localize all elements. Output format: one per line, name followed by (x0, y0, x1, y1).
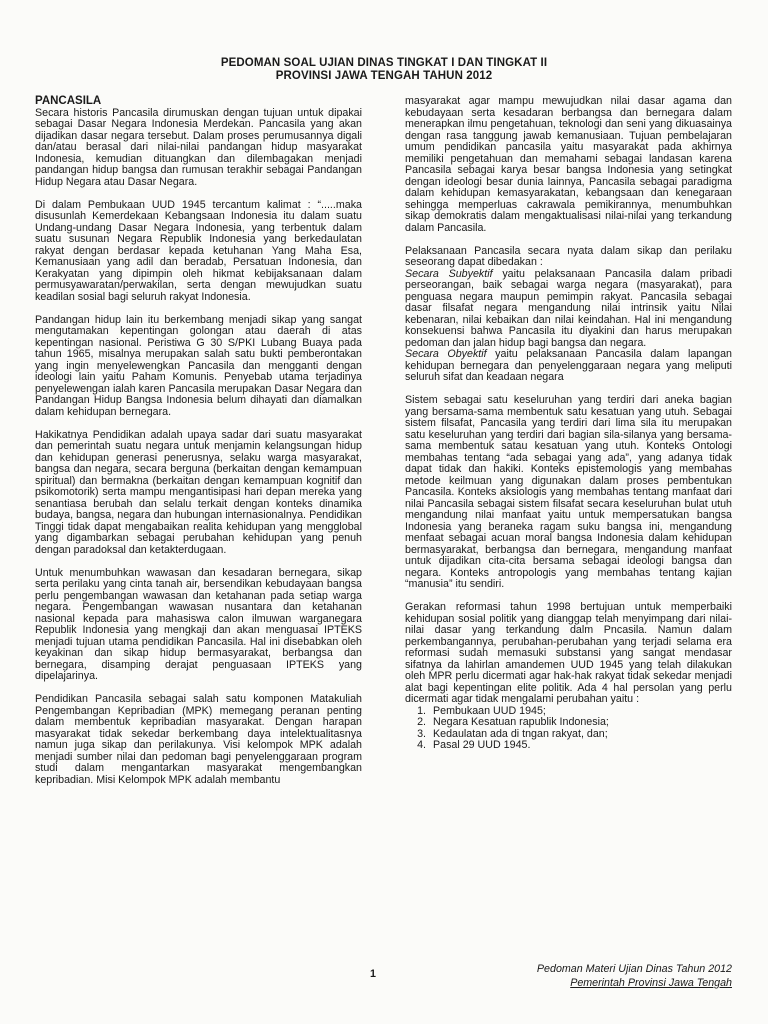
footer (537, 962, 732, 990)
left-paragraph-6: Pendidikan Pancasila sebagai salah satu komponen Matakuliah Pengembangan Kepribadian (MPK) memegang peranan penting dalam membentuk kepribadian masyarakat. Dengan harapan masyarakat tidak sekedar berkembang daya intelektualitasnya namun juga sikap dan perilakunya. Visi kelompok MPK adalah menjadi sumber nilai dan pedoman bagi penyelenggaraan program studi dalam mengantarkan masyarakat mengembangkan kepribadian. Misi Kelompok MPK adalah membantu (35, 693, 362, 786)
left-paragraph-4: Hakikatnya Pendidikan adalah upaya sadar dari suatu masyarakat dan pemerintah suatu negara untuk menjamin kelangsungan hidup dan kehidupan generasi penerusnya, selaku warga masyarakat, bangsa dan negara, secara berguna (berkaitan dengan kemampuan spiritual) dan bermakna (berkaitan dengan kemampuan kognitif dan psikomotorik) serta mampu mengantisipasi hari depan mereka yang senantiasa berubah dan selalu terkait dengan konteks dinamika budaya, bangsa, negara dan hubungan internasionalnya. Pendidikan Tinggi tidak dapat mengabaikan realita kehidupan yang mengglobal yang digambarkan sebagai perubahan kehidupan yang penuh dengan paradoksal dan ketakterdugaan. (35, 428, 362, 556)
left-column (35, 96, 362, 798)
persoalan-list (405, 706, 732, 752)
obyektif-term: Secara Obyektif (405, 348, 487, 360)
subyektif-text: yaitu pelaksanaan Pancasila dalam pribadi perseorangan, baik sebagai warga negara (masyarakat), para penguasa negara maupun pemimpin rakyat. Pancasila sebagai dasar filsafat negara mengandung nilai intrinsik yaitu Nilai kebenaran, nilai kebaikan dan nilai keindahan. Hal ini mengandung konsekuensi bahwa Pancasila itu diyakini dan harus merupakan pedoman dan jalan hidup bagi bangsa dan negara. (405, 267, 732, 349)
footer-line-1: Pedoman Materi Ujian Dinas Tahun 2012 (536, 963, 732, 975)
page-number: 1 (370, 968, 376, 980)
section-heading: PANCASILA (35, 95, 102, 107)
list-item: 1. Pembukaan UUD 1945; (429, 706, 732, 718)
list-item: 4. Pasal 29 UUD 1945. (429, 740, 732, 752)
list-item: 2. Negara Kesatuan rapublik Indonesia; (429, 717, 732, 729)
right-paragraph-4: Gerakan reformasi tahun 1998 bertujuan untuk memperbaiki kehidupan sosial politik yang dianggap telah menyimpang dari nilai-nilai dasar yang terkandung dalm Pncasila. Namun dalam perkembangannya, perubahan-perubahan yang terjadi selama era reformasi sudah memasuki substansi yang sangat mendasar sifatnya da lahirlan amandemen UUD 1945 yang telah dilakukan oleh MPR perlu dicermati agar hak-hak rakyat tidak sekedar menjadi alat bagi kepentingan elite politik. Ada 4 hal persolan yang perlu dicermati agar tidak mengalami perubahan yaitu : (405, 601, 732, 705)
footer-line-2: Pemerintah Provinsi Jawa Tengah (570, 977, 732, 989)
right-paragraph-1: masyarakat agar mampu mewujudkan nilai dasar agama dan kebudayaan serta kesadaran berbangsa dan bernegara dalam menerapkan ilmu pengetahuan, teknologi dan seni yang dikuasainya dengan rasa tanggung jawab kemanusiaan. Tujuan pembelajaran umum pendidikan pancasila yaitu masyarakat pada akhirnya memiliki pengetahuan dan memahami sebagai landasan karena Pancasila sebagai karya besar bangsa Indonesia yang setingkat dengan ideologi besar dunia lainnya, Pancasila sebagai paradigma dalam kehidupan kemasyarakatan, kebangsaan dan kenegaraan sehingga memperluas cakrawala pemikirannya, menumbuhkan sikap demokratis dalam mengaktualisasi nilai-nilai yang terkandung dalam Pancasila. (405, 95, 732, 234)
left-paragraph-2: Di dalam Pembukaan UUD 1945 tercantum kalimat : “.....maka disusunlah Kemerdekaan Kebangsaan Indonesia itu dalam suatu Undang-undang Dasar Negara Indonesia, yang terbentuk dalam suatu susunan Negara Republik Indonesia yang berkedaulatan rakyat dengan berdasar kepada ketuhanan Yang Maha Esa, Kemanusiaan yang adil dan beradab, Persatuan Indonesia, dan Kerakyatan yang dipimpin oleh hikmat kebijaksanaan dalam permusyawaratan/perwakilan, serta dengan mewujudkan suatu keadilan sosial bagi seluruh rakyat Indonesia. (35, 198, 362, 303)
left-paragraph-3: Pandangan hidup lain itu berkembang menjadi sikap yang sangat mengutamakan kepentingan golongan atau daerah di atas kepentingan nasional. Peristiwa G 30 S/PKI Lubang Buaya pada tahun 1965, misalnya merupakan salah satu bukti pemberontakan yang ingin menyelewengkan Pancasila dan mengganti dengan ideologi lain yaitu Paham Komunis. Penyebab utama terjadinya penyelewengan ialah karen Pancasila merupakan Dasar Negara dan Pandangan Hidup Bangsa Indonesia belum dihayati dan diamalkan dalam kehidupan bernegara. (35, 313, 362, 418)
title-line-1: PEDOMAN SOAL UJIAN DINAS TINGKAT I DAN TINGKAT II (220, 57, 548, 69)
list-item: 3. Kedaulatan ada di tngan rakyat, dan; (429, 729, 732, 741)
left-paragraph-1: Secara historis Pancasila dirumuskan dengan tujuan untuk dipakai sebagai Dasar Negara Indonesia Merdekan. Pancasila yang akan dijadikan dasar negara tersebut. Dalam proses perumusannya digali dan/atau berasal dari nilai-nilai pandangan hidup masyarakat Indonesia, kemudian dituangkan dan dilembagakan menjadi pandangan hidup bangsa dan rumusan terakhir sebagai Pandangan Hidup Negara atau Dasar Negara. (35, 106, 362, 188)
right-paragraph-2: Pelaksanaan Pancasila secara nyata dalam sikap dan perilaku seseorang dapat dibedakan : (405, 244, 732, 268)
left-paragraph-5: Untuk menumbuhkan wawasan dan kesadaran bernegara, sikap serta perilaku yang cinta tanah air, bersendikan kebudayaan bangsa perlu pengembangan wawasan dan ketahanan pada setiap warga negara. Pengembangan wawasan nusantara dan ketahanan nasional kepada para mahasiswa calon ilmuwan warganegara Republik Indonesia yang mengkaji dan akan menguasai IPTEKS menjadi tujuan utama pendidikan Pancasila. Hal ini disebabkan oleh keyakinan dan sikap hidup bermasyarakat, berbangsa dan bernegara, disamping derajat penguasaan IPTEKS yang dipelajarinya. (35, 566, 362, 682)
document-title (0, 57, 768, 83)
obyektif-text: yaitu pelaksanaan Pancasila dalam lapangan kehidupan bernegara dan penyelenggaraan negara yang meliputi seluruh sifat dan keadaan negara (405, 348, 732, 383)
right-paragraph-3: Sistem sebagai satu keseluruhan yang terdiri dari aneka bagian yang bersama-sama membentuk satu kesatuan yang utuh. Sebagai sistem filsafat, Pancasila yang terdiri dari lima sila itu merupakan satu keseluruhan yang terdiri dari bagian sila-silanya yang bersama-sama membentuk satau kesatuan yang utuh. Konteks Ontologi membahas tentang “ada sebagai yang ada”, yang adanya tidak dapat tidak dan hakiki. Konteks epistemologis yang membahas metode keilmuan yang digunakan dalam proses pembentukan Pancasila. Konteks aksiologis yang membahas tentang manfaat dari nilai Pancasila sebagai sistem filsafat secara keseluruhan bulat utuh mengandung nilai manfaat yaitu untuk mempersatukan bangsa Indonesia yang beraneka ragam suku bangsa ini, mengandung menfaat sebagai acuan moral bangsa Indonesia dalam kehidupan bermasyarakat, berbangsa dan bernegara, mengandung manfaat untuk dijadikan cita-cita bersama sebagai ideologi bangsa dan negara. Konteks antropologis yang membahas tentang kajian “manusia” itu sendiri. (405, 394, 732, 590)
title-line-2: PROVINSI JAWA TENGAH TAHUN 2012 (275, 70, 493, 82)
right-column (405, 96, 732, 752)
obyektif-paragraph (405, 349, 732, 384)
subyektif-paragraph (405, 269, 732, 350)
subyektif-term: Secara Subyektif (405, 267, 493, 280)
